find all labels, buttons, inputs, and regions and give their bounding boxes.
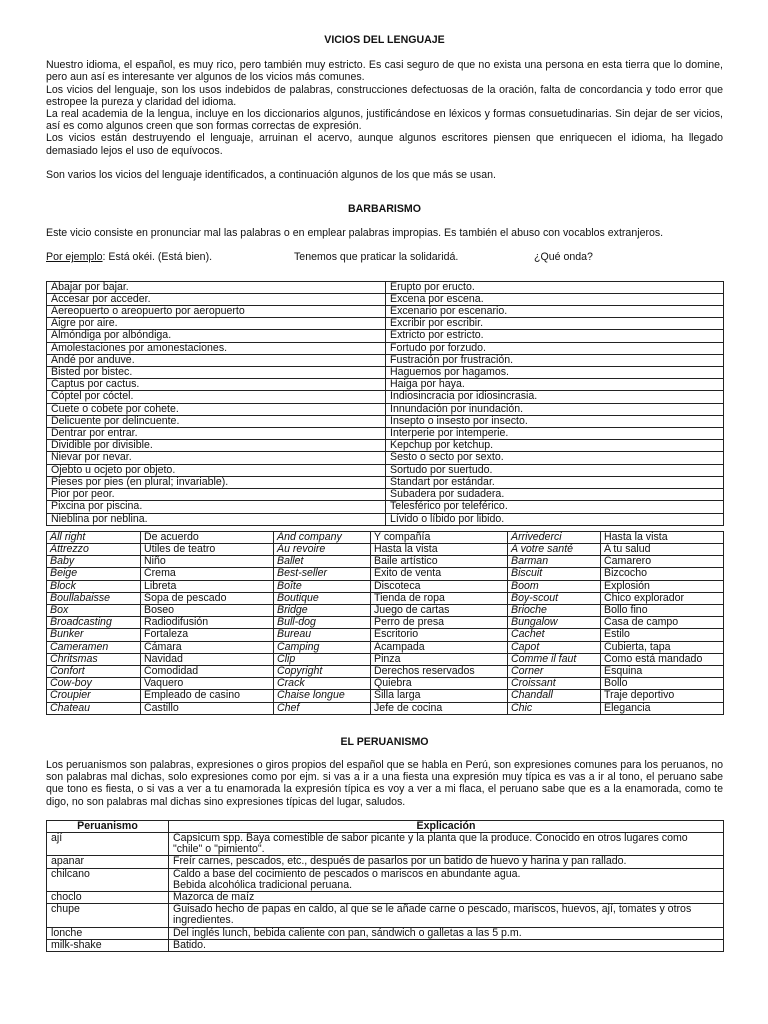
spanish-meaning: Pinza [371, 653, 508, 665]
peruanismo-explanation [169, 927, 724, 939]
foreign-term: And company [274, 531, 371, 543]
table-cell: Nievar por nevar. [47, 452, 386, 464]
spanish-meaning: Hasta la vista [371, 543, 508, 555]
spanish-meaning: Escritorio [371, 629, 508, 641]
table-cell: Sesto o secto por sexto. [386, 452, 724, 464]
barbarismo-heading: BARBARISMO [348, 203, 421, 216]
table-row [47, 702, 724, 714]
table-row [47, 927, 724, 939]
spanish-meaning: Exito de venta [371, 568, 508, 580]
spanish-meaning: Tienda de ropa [371, 592, 508, 604]
peruanismo-explanation [169, 856, 724, 868]
foreign-term: Camping [274, 641, 371, 653]
foreign-term: Croupier [47, 690, 141, 702]
table-cell: Fortudo por forzudo. [386, 342, 724, 354]
spanish-meaning: Vaquero [141, 678, 274, 690]
spanish-meaning: Perro de presa [371, 617, 508, 629]
table-cell: Insepto o insesto por insecto. [386, 415, 724, 427]
table-row [47, 342, 724, 354]
foreign-term: Bunker [47, 629, 141, 641]
table-row [47, 391, 724, 403]
foreign-term: Chic [508, 702, 601, 714]
spanish-meaning: Discoteca [371, 580, 508, 592]
spanish-meaning: A tu salud [601, 543, 724, 555]
table-cell: Lívido o líbido por libido. [386, 513, 724, 525]
table-row [47, 856, 724, 868]
spanish-meaning: Bollo fino [601, 604, 724, 616]
table-row [47, 641, 724, 653]
foreign-term: Boîte [274, 580, 371, 592]
spanish-meaning: Chico explorador [601, 592, 724, 604]
foreign-term: Corner [508, 665, 601, 677]
foreign-term: Au revoire [274, 543, 371, 555]
table-cell: Excribir por escribir. [386, 318, 724, 330]
table-row [47, 531, 724, 543]
barbarismo-description: Este vicio consiste en pronunciar mal las palabras o en emplear palabras impropias. Es también el abuso con vocablos extranjeros. [46, 227, 664, 240]
table-cell: Dividible por divisible. [47, 440, 386, 452]
table-row [47, 592, 724, 604]
foreign-term: Bureau [274, 629, 371, 641]
spanish-meaning: Empleado de casino [141, 690, 274, 702]
spanish-meaning: Castillo [141, 702, 274, 714]
foreign-term: Cow-boy [47, 678, 141, 690]
table-cell: Captus por cactus. [47, 379, 386, 391]
peruanismo-explanation [169, 832, 724, 855]
explanation-line: Mazorca de maíz [173, 891, 255, 903]
table-row [47, 306, 724, 318]
peruanismo-term: chupe [47, 904, 169, 927]
spanish-meaning: Navidad [141, 653, 274, 665]
foreign-term: Block [47, 580, 141, 592]
intro-paragraph: Los vicios están destruyendo el lenguaje, arruinan el acervo, aunque algunos escritores piensen que enriquecen el idioma, ha llegado demasiado lejos el uso de equívocos. [46, 132, 723, 157]
spanish-meaning: Baile artístico [371, 556, 508, 568]
table-row [47, 501, 724, 513]
table-row [47, 665, 724, 677]
spanish-meaning: De acuerdo [141, 531, 274, 543]
peruanismo-table [46, 820, 724, 952]
table-row [47, 464, 724, 476]
table-row [47, 440, 724, 452]
table-row [47, 678, 724, 690]
table-row [47, 580, 724, 592]
table-cell: Subadera por sudadera. [386, 489, 724, 501]
foreign-term: Chritsmas [47, 653, 141, 665]
explanation-line: Freír carnes, pescados, etc., después de pasarlos por un batido de huevo y harina y pan rallado. [173, 855, 627, 868]
table-row [47, 653, 724, 665]
foreign-term: Chateau [47, 702, 141, 714]
table-cell: Pior por peor. [47, 489, 386, 501]
foreign-term: Capot [508, 641, 601, 653]
table-cell: Abajar por bajar. [47, 281, 386, 293]
table-cell: Telesférico por teleférico. [386, 501, 724, 513]
intro-section [46, 59, 723, 181]
spanish-meaning: Silla larga [371, 690, 508, 702]
example-2: Tenemos que praticar la solidaridá. [294, 251, 459, 264]
foreign-term: Boutique [274, 592, 371, 604]
table-row [47, 415, 724, 427]
spanish-meaning: Camarero [601, 556, 724, 568]
document-page [46, 34, 723, 952]
spanish-meaning: Libreta [141, 580, 274, 592]
intro-paragraph: Nuestro idioma, el español, es muy rico, pero también muy estricto. Es casi seguro de que no exista una persona en esta tierra que lo domine, pero aun así es interesante ver algunos de los vicios más comunes. [46, 59, 723, 84]
spanish-meaning: Traje deportivo [601, 690, 724, 702]
spanish-meaning: Juego de cartas [371, 604, 508, 616]
table-cell: Standart por estándar. [386, 476, 724, 488]
table-row [47, 568, 724, 580]
spanish-meaning: Hasta la vista [601, 531, 724, 543]
peruanismo-explanation [169, 939, 724, 951]
table-cell: Extricto por estricto. [386, 330, 724, 342]
spanish-meaning: Sopa de pescado [141, 592, 274, 604]
spanish-meaning: Radiodifusión [141, 617, 274, 629]
table-row [47, 476, 724, 488]
table-cell: Amolestaciones por amonestaciones. [47, 342, 386, 354]
spanish-meaning: Acampada [371, 641, 508, 653]
table-row [47, 513, 724, 525]
explanation-line: Del inglés lunch, bebida caliente con pan, sándwich o galletas a las 5 p.m. [173, 927, 522, 939]
spanish-meaning: Bollo [601, 678, 724, 690]
explanation-line: Guisado hecho de papas en caldo, al que se le añade carne o pescado, mariscos, huevos, ají, tomates y otros ingredientes. [173, 903, 692, 927]
table-cell: Excenario por escenario. [386, 306, 724, 318]
foreign-term: Chandall [508, 690, 601, 702]
spanish-meaning: Cubierta, tapa [601, 641, 724, 653]
spanish-meaning: Cámara [141, 641, 274, 653]
spanish-meaning: Derechos reservados [371, 665, 508, 677]
peruanismo-heading: EL PERUANISMO [340, 735, 429, 748]
table-row [47, 904, 724, 927]
table-row [47, 891, 724, 903]
table-cell: Cóptel por cóctel. [47, 391, 386, 403]
table-row [47, 354, 724, 366]
spanish-meaning: Boseo [141, 604, 274, 616]
table-cell: Aereopuerto o areopuerto por aeropuerto [47, 306, 386, 318]
column-header: Explicación [169, 820, 724, 832]
table-cell: Haiga por haya. [386, 379, 724, 391]
explanation-line: Bebida alcohólica tradicional peruana. [173, 878, 353, 891]
table-cell: Excena por escena. [386, 293, 724, 305]
foreign-words-table [46, 531, 724, 715]
foreign-term: Chef [274, 702, 371, 714]
table-row [47, 330, 724, 342]
table-row [47, 617, 724, 629]
peruanismo-term: apanar [47, 856, 169, 868]
foreign-term: All right [47, 531, 141, 543]
explanation-line: Caldo a base del cocimiento de pescados o mariscos en abundante agua. [173, 868, 521, 880]
foreign-term: Bungalow [508, 617, 601, 629]
table-cell: Dentrar por entrar. [47, 428, 386, 440]
table-cell: Aigre por aire. [47, 318, 386, 330]
table-cell: Nieblina por neblina. [47, 513, 386, 525]
table-cell: Andé por anduve. [47, 354, 386, 366]
explanation-line: Batido. [173, 939, 206, 951]
table-row [47, 629, 724, 641]
table-cell: Sortudo por suertudo. [386, 464, 724, 476]
spanish-meaning: Utiles de teatro [141, 543, 274, 555]
barbarismo-examples [46, 251, 723, 263]
foreign-term: Copyright [274, 665, 371, 677]
table-row [47, 832, 724, 855]
table-cell: Bisted por bistec. [47, 367, 386, 379]
spanish-meaning: Niño [141, 556, 274, 568]
spanish-meaning: Estilo [601, 629, 724, 641]
spanish-meaning: Casa de campo [601, 617, 724, 629]
spanish-meaning: Jefe de cocina [371, 702, 508, 714]
spanish-meaning: Esquina [601, 665, 724, 677]
table-row [47, 293, 724, 305]
foreign-term: Croissant [508, 678, 601, 690]
foreign-term: Crack [274, 678, 371, 690]
intro-closing: Son varios los vicios del lenguaje identificados, a continuación algunos de los que más se usan. [46, 168, 496, 181]
example-label: Por ejemplo [46, 251, 103, 264]
peruanismo-term: milk-shake [47, 939, 169, 951]
table-row [47, 403, 724, 415]
table-row [47, 556, 724, 568]
foreign-term: Beige [47, 568, 141, 580]
table-cell: Ojebto u ocjeto por objeto. [47, 464, 386, 476]
table-cell: Kepchup por ketchup. [386, 440, 724, 452]
table-cell: Pieses por pies (en plural; invariable). [47, 476, 386, 488]
foreign-term: Cachet [508, 629, 601, 641]
table-row [47, 318, 724, 330]
table-cell: Haguemos por hagamos. [386, 367, 724, 379]
peruanismo-description: Los peruanismos son palabras, expresiones o giros propios del español que se habla en Perú, son expresiones comunes para los peruanos, no son palabras mal dichas, solo expresiones como por ejm. si vas a ir a una fiesta una expresión muy típica es vas a ir al tono, el peruano sabe que tono es fiesta, o si vas a ver a tu enamorada la expresión típica es voy a ver a mi flaca, el peruano sabe que es a la enamorada, como te digo, no son palabras mal dichas sino expresiones típicas del lugar, saludos. [46, 758, 723, 808]
foreign-term: Bridge [274, 604, 371, 616]
spanish-meaning: Fortaleza [141, 629, 274, 641]
intro-paragraph: La real academia de la lengua, incluye en los diccionarios algunos, justificándose en léxicos y formas consuetudinarias. Sin dejar de ser vicios, así es como algunos creen que son formas correctas de expresión. [46, 108, 723, 133]
peruanismo-term: ají [47, 832, 169, 855]
foreign-term: Arrivederci [508, 531, 601, 543]
table-row [47, 281, 724, 293]
table-cell: Almóndiga por albóndiga. [47, 330, 386, 342]
table-row [47, 604, 724, 616]
example-3: ¿Qué onda? [534, 251, 593, 264]
peruanismo-term: lonche [47, 927, 169, 939]
table-row [47, 367, 724, 379]
example-1: Por ejemplo: Está okéi. (Está bien). [46, 251, 213, 264]
table-cell: Erupto por eructo. [386, 281, 724, 293]
foreign-term: Boom [508, 580, 601, 592]
foreign-term: Ballet [274, 556, 371, 568]
spanish-meaning: Comodidad [141, 665, 274, 677]
table-header-row [47, 820, 724, 832]
table-row [47, 428, 724, 440]
peruanismo-explanation [169, 891, 724, 903]
spanish-meaning: Y compañía [371, 531, 508, 543]
spanish-meaning: Quiebra [371, 678, 508, 690]
foreign-term: Chaise longue [274, 690, 371, 702]
spanish-meaning: Elegancia [601, 702, 724, 714]
spanish-meaning: Bizcocho [601, 568, 724, 580]
table-cell: Fustración por frustración. [386, 354, 724, 366]
foreign-term: Bull-dog [274, 617, 371, 629]
table-row [47, 690, 724, 702]
foreign-term: Boullabaisse [47, 592, 141, 604]
foreign-term: Box [47, 604, 141, 616]
foreign-term: Comme il faut [508, 653, 601, 665]
foreign-term: Confort [47, 665, 141, 677]
table-cell: Cuete o cobete por cohete. [47, 403, 386, 415]
foreign-term: Broadcasting [47, 617, 141, 629]
intro-paragraph: Los vicios del lenguaje, son los usos indebidos de palabras, construcciones defectuosas de la oración, falta de concordancia y todo error que estropee la pureza y claridad del idioma. [46, 83, 723, 108]
table-cell: Indiosincracia por idiosincrasia. [386, 391, 724, 403]
spanish-meaning: Crema [141, 568, 274, 580]
foreign-term: A votre santé [508, 543, 601, 555]
foreign-term: Clip [274, 653, 371, 665]
foreign-term: Attrezzo [47, 543, 141, 555]
table-cell: Interperie por intemperie. [386, 428, 724, 440]
foreign-term: Baby [47, 556, 141, 568]
page-title: VICIOS DEL LENGUAJE [324, 34, 445, 46]
column-header: Peruanismo [47, 820, 169, 832]
foreign-term: Barman [508, 556, 601, 568]
table-row [47, 489, 724, 501]
table-cell: Delicuente por delincuente. [47, 415, 386, 427]
table-row [47, 452, 724, 464]
foreign-term: Brioche [508, 604, 601, 616]
peruanismo-explanation [169, 868, 724, 891]
table-cell: Innundación por inundación. [386, 403, 724, 415]
foreign-term: Best-seller [274, 568, 371, 580]
table-row [47, 939, 724, 951]
table-cell: Accesar por acceder. [47, 293, 386, 305]
peruanismo-term: chilcano [47, 868, 169, 891]
table-row [47, 379, 724, 391]
foreign-term: Boy-scout [508, 592, 601, 604]
explanation-line: Capsicum spp. Baya comestible de sabor picante y la planta que la produce. Conocido en otros lugares como "chile" o "pimiento". [173, 832, 688, 856]
spanish-meaning: Explosión [601, 580, 724, 592]
table-row [47, 543, 724, 555]
peruanismo-explanation [169, 904, 724, 927]
foreign-term: Cameramen [47, 641, 141, 653]
peruanismo-term: choclo [47, 891, 169, 903]
table-cell: Pixcina por piscina. [47, 501, 386, 513]
spanish-meaning: Como está mandado [601, 653, 724, 665]
barbarismo-table [46, 281, 724, 526]
foreign-term: Biscuit [508, 568, 601, 580]
table-row [47, 868, 724, 891]
